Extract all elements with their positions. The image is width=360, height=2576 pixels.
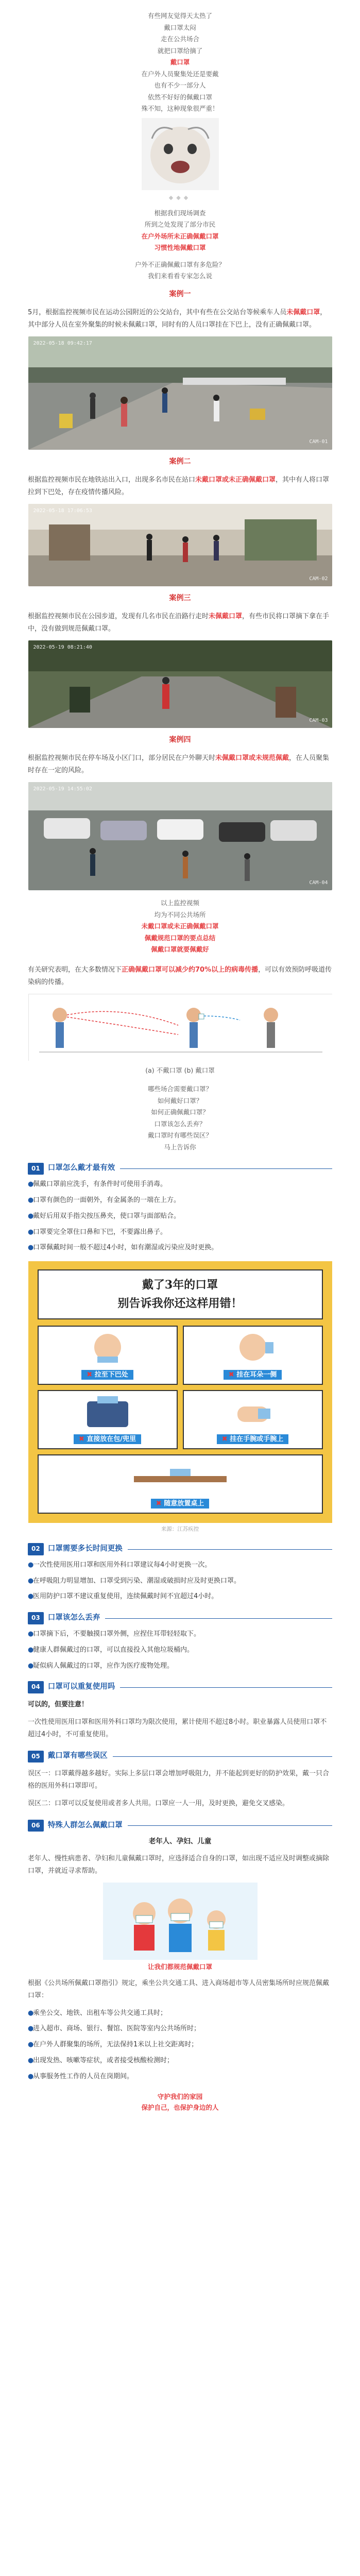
rules-intro: 根据《公共场所佩戴口罩指引》规定，乘坐公共交通工具、进入商场超市等人员密集场所时应规范佩戴口罩：: [28, 1979, 330, 2000]
question-line: 如何戴好口罩？: [157, 1096, 203, 1105]
poster-cell: [38, 1390, 178, 1449]
bullet-item: ● 疑似病人佩戴过的口罩，应作为医疗废物处理。: [28, 1662, 174, 1670]
case-2-surveillance-image: [28, 504, 332, 586]
section-header: [28, 1612, 332, 1624]
case-3: [0, 592, 360, 635]
cell-label: ✖ 挂在手腕或手腕上: [217, 1434, 288, 1444]
camera-label: CAM-03: [309, 717, 328, 723]
camera-label: CAM-01: [309, 439, 328, 445]
bullet-item: ● 口罩佩戴时间一般不超过4小时，如有潮湿或污染应及时更换。: [28, 1244, 218, 1252]
case-4: [0, 734, 360, 777]
intro-line: 也有不少一部分人: [154, 81, 206, 89]
intro-line: 在户外人员聚集处还是要戴: [141, 70, 219, 78]
case-title: 案例二: [169, 457, 191, 466]
section-title: 口罩需要多长时间更换: [47, 1545, 123, 1553]
poster-title-box: [38, 1269, 323, 1319]
intro-line: 殊不知，这种现象很严重！: [141, 105, 219, 112]
summary-block: [0, 897, 360, 956]
cell-label: ✖ 直接放在包/兜里: [74, 1434, 141, 1444]
poster-cell: [183, 1326, 323, 1385]
poster-title-line: 别告诉我你还这样用错！: [117, 1297, 243, 1311]
rules-block: [0, 1977, 360, 2082]
section-rule: [128, 1549, 332, 1550]
case-text: 根据监控视频市民在公园步道，发现有几名市民在沿路行走时未佩戴口罩，有些市民将口罩摘下拿在手中，没有做到规范佩戴口罩。: [28, 613, 330, 633]
case-text: 5月，根据监控视频市民在运动公园附近的公交站台，其中有些在公交站台等候乘车人员未佩戴口罩，其中部分人员在室外聚集的时候未佩戴口罩，同时有的人员口罩挂在下巴上，没有正确佩戴口罩。: [28, 308, 327, 329]
notice-line: 户外不正确佩戴口罩有多危险？: [134, 260, 225, 268]
case-3-surveillance-image: [28, 640, 332, 728]
section-04: [0, 1681, 360, 1741]
summary-red-line: 佩戴规范口罩的要点总结: [144, 934, 216, 942]
rule-item: ● 在户外人群聚集的场所，无法保持1米以上社交距离时；: [28, 2041, 198, 2049]
section-header: [28, 1820, 332, 1832]
bullet-item: ● 健康人群佩戴过的口罩，可以直接投入其他垃圾桶内。: [28, 1646, 194, 1654]
rule-item: ● 进入超市、商场、银行、餐馆、医院等室内公共场所时；: [28, 2025, 201, 2033]
case-2: [0, 456, 360, 499]
intro-line: 戴口罩太闷: [164, 23, 196, 31]
intro-line: 依然不好好的佩戴口罩: [147, 93, 212, 101]
poster-credit: 来源：江苏疾控: [161, 1526, 199, 1532]
special-title: 老年人、孕妇、儿童: [148, 1837, 212, 1846]
rule-item: ● 乘坐公交、地铁、出租车等公共交通工具时；: [28, 2009, 167, 2017]
science-text: 有关研究表明，在大多数情况下正确佩戴口罩可以减少约70%以上的病毒传播，可以有效预防呼吸道传染病的传播。: [28, 965, 332, 986]
section-header: [28, 1750, 332, 1762]
questions-block: [0, 1083, 360, 1153]
summary-line: 均为不同公共场所: [154, 910, 206, 919]
question-line: 戴口罩时有哪些误区？: [147, 1131, 212, 1140]
section-02: [0, 1543, 360, 1603]
section-title: 口罩该怎么丢弃: [47, 1614, 100, 1622]
section-05: [0, 1750, 360, 1810]
section-title: 戴口罩有哪些误区: [47, 1752, 108, 1760]
cell-label: ✖ 拉至下巴处: [81, 1370, 133, 1380]
section-03: [0, 1612, 360, 1672]
poster-cell: [38, 1454, 323, 1514]
poster-title-line: 戴了3年的口罩: [142, 1278, 218, 1292]
section-title: 特殊人群怎么佩戴口罩: [47, 1821, 123, 1829]
notice-line: 根据我们现场调查: [154, 209, 206, 217]
camera-label: CAM-04: [309, 879, 328, 886]
section-header: [28, 1543, 332, 1555]
section-01: [0, 1162, 360, 1254]
section-number: 02: [28, 1543, 44, 1555]
section-number: 04: [28, 1681, 44, 1693]
section-rule: [113, 1756, 332, 1757]
poster-cell: [183, 1390, 323, 1449]
family-mask-illustration: [103, 1883, 258, 1960]
summary-red-line: 未戴口罩或未正确佩戴口罩: [141, 922, 219, 930]
mask-misuse-poster: [28, 1261, 332, 1523]
section-rule: [120, 1168, 332, 1169]
summary-line: 以上监控视频: [160, 899, 199, 907]
section-header: [28, 1681, 332, 1693]
timestamp: 2022-05-19 14:55:02: [33, 786, 92, 792]
question-line: 哪些场合需要戴口罩？: [147, 1085, 212, 1093]
case-title: 案例三: [169, 594, 191, 603]
case-1: [0, 289, 360, 331]
bullet-item: ● 一次性使用医用口罩和医用外科口罩建议每4小时更换一次。: [28, 1561, 212, 1569]
section-title: 口罩怎么戴才最有效: [47, 1164, 115, 1173]
bullet-item: ● 在呼吸阻力明显增加、口罩受到污染、潮湿或破损时应及时更换口罩。: [28, 1577, 241, 1585]
intro-block: [0, 10, 360, 115]
figure-caption: (a) 不戴口罩 (b) 戴口罩: [145, 1066, 215, 1074]
case-text: 根据监控视频市民在地铁站出入口，出现多名市民在站口未戴口罩或未正确佩戴口罩，其中有人将口罩拉到下巴处，存在疫情传播风险。: [28, 476, 330, 496]
section-number: 01: [28, 1163, 44, 1175]
case-title: 案例一: [169, 290, 191, 298]
ending-block: [0, 2092, 360, 2113]
question-line: 口罩该怎么丢弃？: [154, 1120, 206, 1128]
bullet-item: ● 佩戴口罩前应洗手，有条件时可使用手消毒。: [28, 1180, 167, 1189]
section-rule: [120, 1687, 332, 1688]
notice-red-line: 在户外场所未正确佩戴口罩: [141, 232, 219, 240]
bullet-item: ● 口罩要完全罩住口鼻和下巴，不要露出鼻子。: [28, 1228, 167, 1236]
section-rule: [128, 1825, 332, 1826]
case-1-surveillance-image: [28, 336, 332, 450]
section-number: 03: [28, 1612, 44, 1624]
notice-line: 我们来看看专家怎么说: [147, 272, 212, 280]
droplet-diagram: [28, 994, 332, 1061]
rule-item: ● 从事服务性工作的人员在岗期间。: [28, 2072, 134, 2080]
section-06: [0, 1820, 360, 1877]
divider-dots: ◆◆◆: [168, 194, 192, 201]
poster-cell: [38, 1326, 178, 1385]
bullet-item: ● 医用防护口罩不建议重复使用，连续佩戴时间不宜超过4小时。: [28, 1592, 218, 1601]
science-block: [0, 964, 360, 989]
camera-label: CAM-02: [309, 575, 328, 582]
section-header: [28, 1162, 332, 1175]
case-text: 根据监控视频市民在停车场及小区门口，部分居民在户外聊天时未佩戴口罩或未规范佩戴，在人员聚集时存在一定的风险。: [28, 754, 330, 775]
myth-text: 误区二：口罩可以反复使用或者多人共用。口罩应一人一用，及时更换，避免交叉感染。: [28, 1800, 289, 1808]
bullet-item: ● 口罩摘下后，不要触摸口罩外侧，应捏住耳带轻轻取下。: [28, 1630, 201, 1638]
special-text: 老年人、慢性病患者、孕妇和儿童佩戴口罩时，应选择适合自身的口罩，如出现不适应及时调整或摘除口罩，并就近寻求帮助。: [28, 1854, 330, 1875]
notice-block: [0, 208, 360, 282]
timestamp: 2022-05-18 17:06:53: [33, 508, 92, 514]
section-number: 06: [28, 1820, 44, 1832]
question-line: 如何正确佩戴口罩？: [151, 1108, 209, 1116]
ending-line: 保护自己，也保护身边的人: [141, 2103, 219, 2111]
bullet-item: ● 口罩有颜色的一面朝外，有金属条的一端在上方。: [28, 1196, 181, 1205]
question-line: 马上告诉你: [164, 1143, 196, 1151]
notice-line: 所到之处发现了部分市民: [144, 221, 216, 229]
cell-label: ✖ 挂在耳朵一侧: [224, 1370, 282, 1380]
summary-red-line: 佩戴口罩就要佩戴好: [151, 945, 209, 954]
reuse-bold: 可以的，但要注意！: [28, 1701, 89, 1709]
timestamp: 2022-05-18 09:42:17: [33, 340, 92, 346]
notice-red-line: 习惯性地佩戴口罩: [154, 244, 206, 252]
poster-grid: [38, 1326, 323, 1514]
section-rule: [105, 1618, 332, 1619]
illustration-caption: 让我们都规范佩戴口罩: [147, 1962, 212, 1971]
intro-line: 就把口罩给摘了: [157, 46, 203, 55]
reuse-text: 一次性使用医用口罩和医用外科口罩均为限次使用，累计使用不超过8小时。职业暴露人员使用口罩不超过4小时，不可重复使用。: [28, 1718, 327, 1739]
intro-highlight: 戴口罩: [170, 58, 190, 66]
ending-line: 守护我们的家园: [157, 2093, 203, 2101]
rule-item: ● 出现发热、咳嗽等症状，或者接受核酸检测时；: [28, 2056, 174, 2064]
section-number: 05: [28, 1751, 44, 1763]
timestamp: 2022-05-19 08:21:40: [33, 645, 92, 651]
section-title: 口罩可以重复使用吗: [47, 1683, 115, 1691]
intro-line: 有些网友觉得天太热了: [147, 12, 212, 20]
case-title: 案例四: [169, 736, 191, 744]
myth-text: 误区一：口罩戴得越多越好。实际上多层口罩会增加呼吸阻力，并不能起到更好的防护效果，戴一只合格的医用外科口罩即可。: [28, 1770, 330, 1790]
case-4-surveillance-image: [28, 782, 332, 890]
cell-label: ✖ 随意放置桌上: [151, 1499, 209, 1509]
intro-line: 走在公共场合: [160, 35, 199, 43]
bullet-item: ● 戴好后用双手指尖按压鼻夹，使口罩与面部贴合。: [28, 1212, 181, 1220]
meme-sticker-image: [142, 118, 219, 190]
